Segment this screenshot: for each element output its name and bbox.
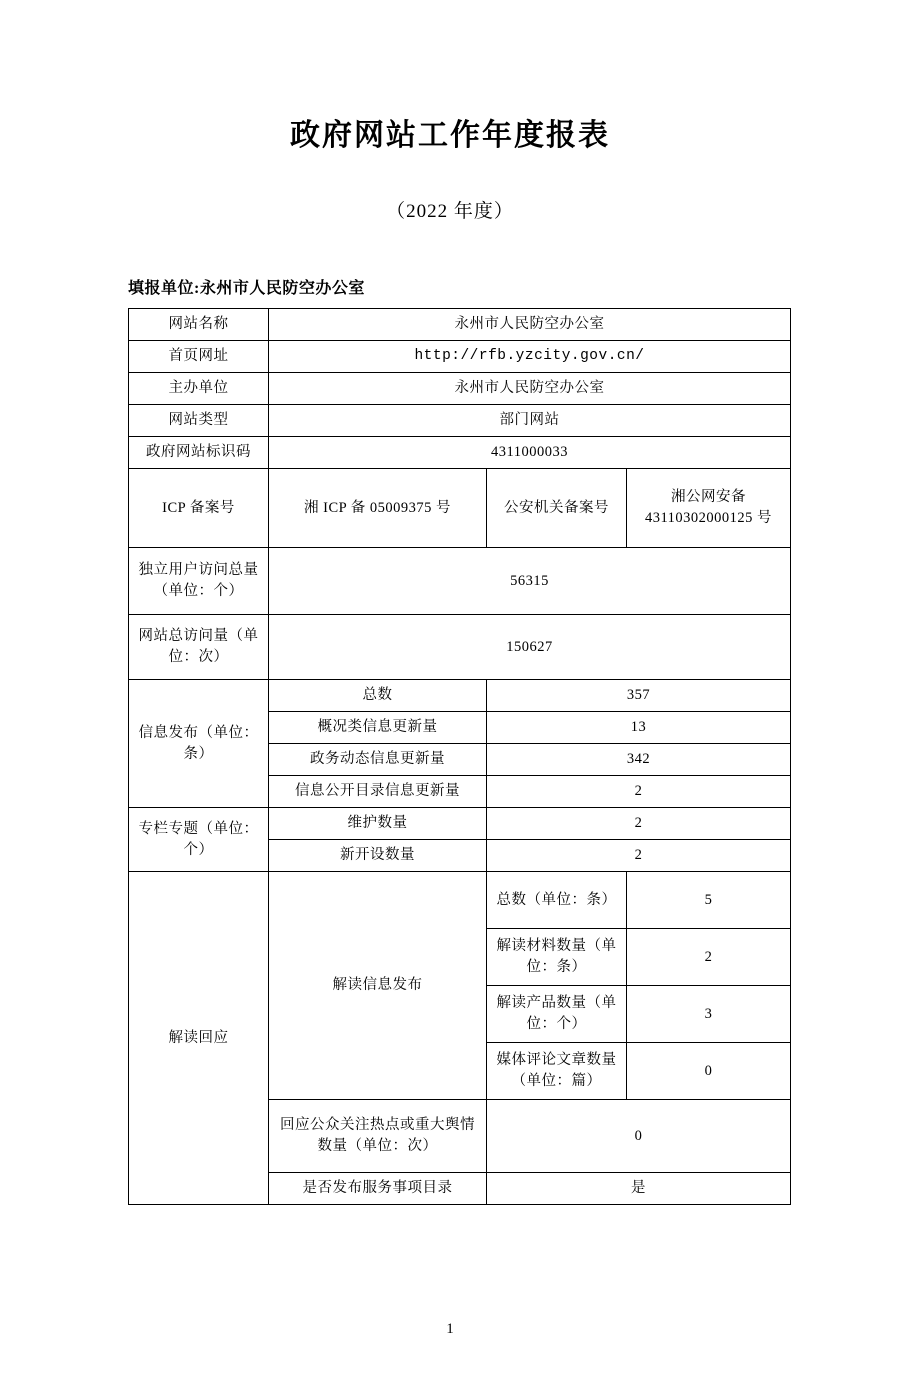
column-new-value: 2 <box>487 840 791 872</box>
page-number: 1 <box>446 1321 454 1337</box>
table-row <box>129 615 791 680</box>
total-visits-label: 网站总访问量（单位：次） <box>129 615 269 680</box>
info-publish-label: 信息发布（单位：条） <box>129 680 269 808</box>
service-catalog-label: 是否发布服务事项目录 <box>269 1173 487 1205</box>
site-type-value: 部门网站 <box>269 405 791 437</box>
homepage-value: http://rfb.yzcity.gov.cn/ <box>269 341 791 373</box>
info-overview-value: 13 <box>487 712 791 744</box>
unique-visitors-value: 56315 <box>269 548 791 615</box>
table-row <box>129 437 791 469</box>
info-catalog-label: 信息公开目录信息更新量 <box>269 776 487 808</box>
column-maintain-value: 2 <box>487 808 791 840</box>
interp-product-label: 解读产品数量（单位：个） <box>487 986 627 1043</box>
icp-label: ICP 备案号 <box>129 469 269 548</box>
info-overview-label: 概况类信息更新量 <box>269 712 487 744</box>
info-total-label: 总数 <box>269 680 487 712</box>
site-code-label: 政府网站标识码 <box>129 437 269 469</box>
table-row <box>129 808 791 840</box>
interp-material-label: 解读材料数量（单位：条） <box>487 929 627 986</box>
interpretation-label: 解读回应 <box>129 872 269 1205</box>
total-visits-value: 150627 <box>269 615 791 680</box>
police-record-value: 湘公网安备 43110302000125 号 <box>627 469 791 548</box>
table-row <box>129 680 791 712</box>
page-title: 政府网站工作年度报表 <box>290 118 610 153</box>
unique-visitors-label: 独立用户访问总量（单位：个） <box>129 548 269 615</box>
police-record-label: 公安机关备案号 <box>487 469 627 548</box>
column-maintain-label: 维护数量 <box>269 808 487 840</box>
site-name-value: 永州市人民防空办公室 <box>269 309 791 341</box>
sponsor-value: 永州市人民防空办公室 <box>269 373 791 405</box>
interp-media-value: 0 <box>627 1043 791 1100</box>
site-type-label: 网站类型 <box>129 405 269 437</box>
interp-material-value: 2 <box>627 929 791 986</box>
info-dynamic-label: 政务动态信息更新量 <box>269 744 487 776</box>
icp-value: 湘 ICP 备 05009375 号 <box>269 469 487 548</box>
annual-report-table <box>128 308 791 1205</box>
response-hot-value: 0 <box>487 1100 791 1173</box>
service-catalog-value: 是 <box>487 1173 791 1205</box>
column-new-label: 新开设数量 <box>269 840 487 872</box>
table-row <box>129 872 791 929</box>
interpretation-publish-label: 解读信息发布 <box>269 872 487 1100</box>
interp-total-label: 总数（单位：条） <box>487 872 627 929</box>
table-row <box>129 405 791 437</box>
table-row <box>129 309 791 341</box>
column-topic-label: 专栏专题（单位：个） <box>129 808 269 872</box>
page-subtitle: （2022 年度） <box>386 201 514 222</box>
response-hot-label: 回应公众关注热点或重大舆情数量（单位：次） <box>269 1100 487 1173</box>
info-total-value: 357 <box>487 680 791 712</box>
table-row <box>129 373 791 405</box>
table-row <box>129 548 791 615</box>
site-name-label: 网站名称 <box>129 309 269 341</box>
info-catalog-value: 2 <box>487 776 791 808</box>
homepage-label: 首页网址 <box>129 341 269 373</box>
interp-product-value: 3 <box>627 986 791 1043</box>
table-row <box>129 341 791 373</box>
table-row <box>129 469 791 548</box>
sponsor-label: 主办单位 <box>129 373 269 405</box>
interp-total-value: 5 <box>627 872 791 929</box>
filler-unit-label: 填报单位:永州市人民防空办公室 <box>128 280 365 297</box>
info-dynamic-value: 342 <box>487 744 791 776</box>
interp-media-label: 媒体评论文章数量（单位：篇） <box>487 1043 627 1100</box>
document-page <box>0 118 900 1390</box>
site-code-value: 4311000033 <box>269 437 791 469</box>
